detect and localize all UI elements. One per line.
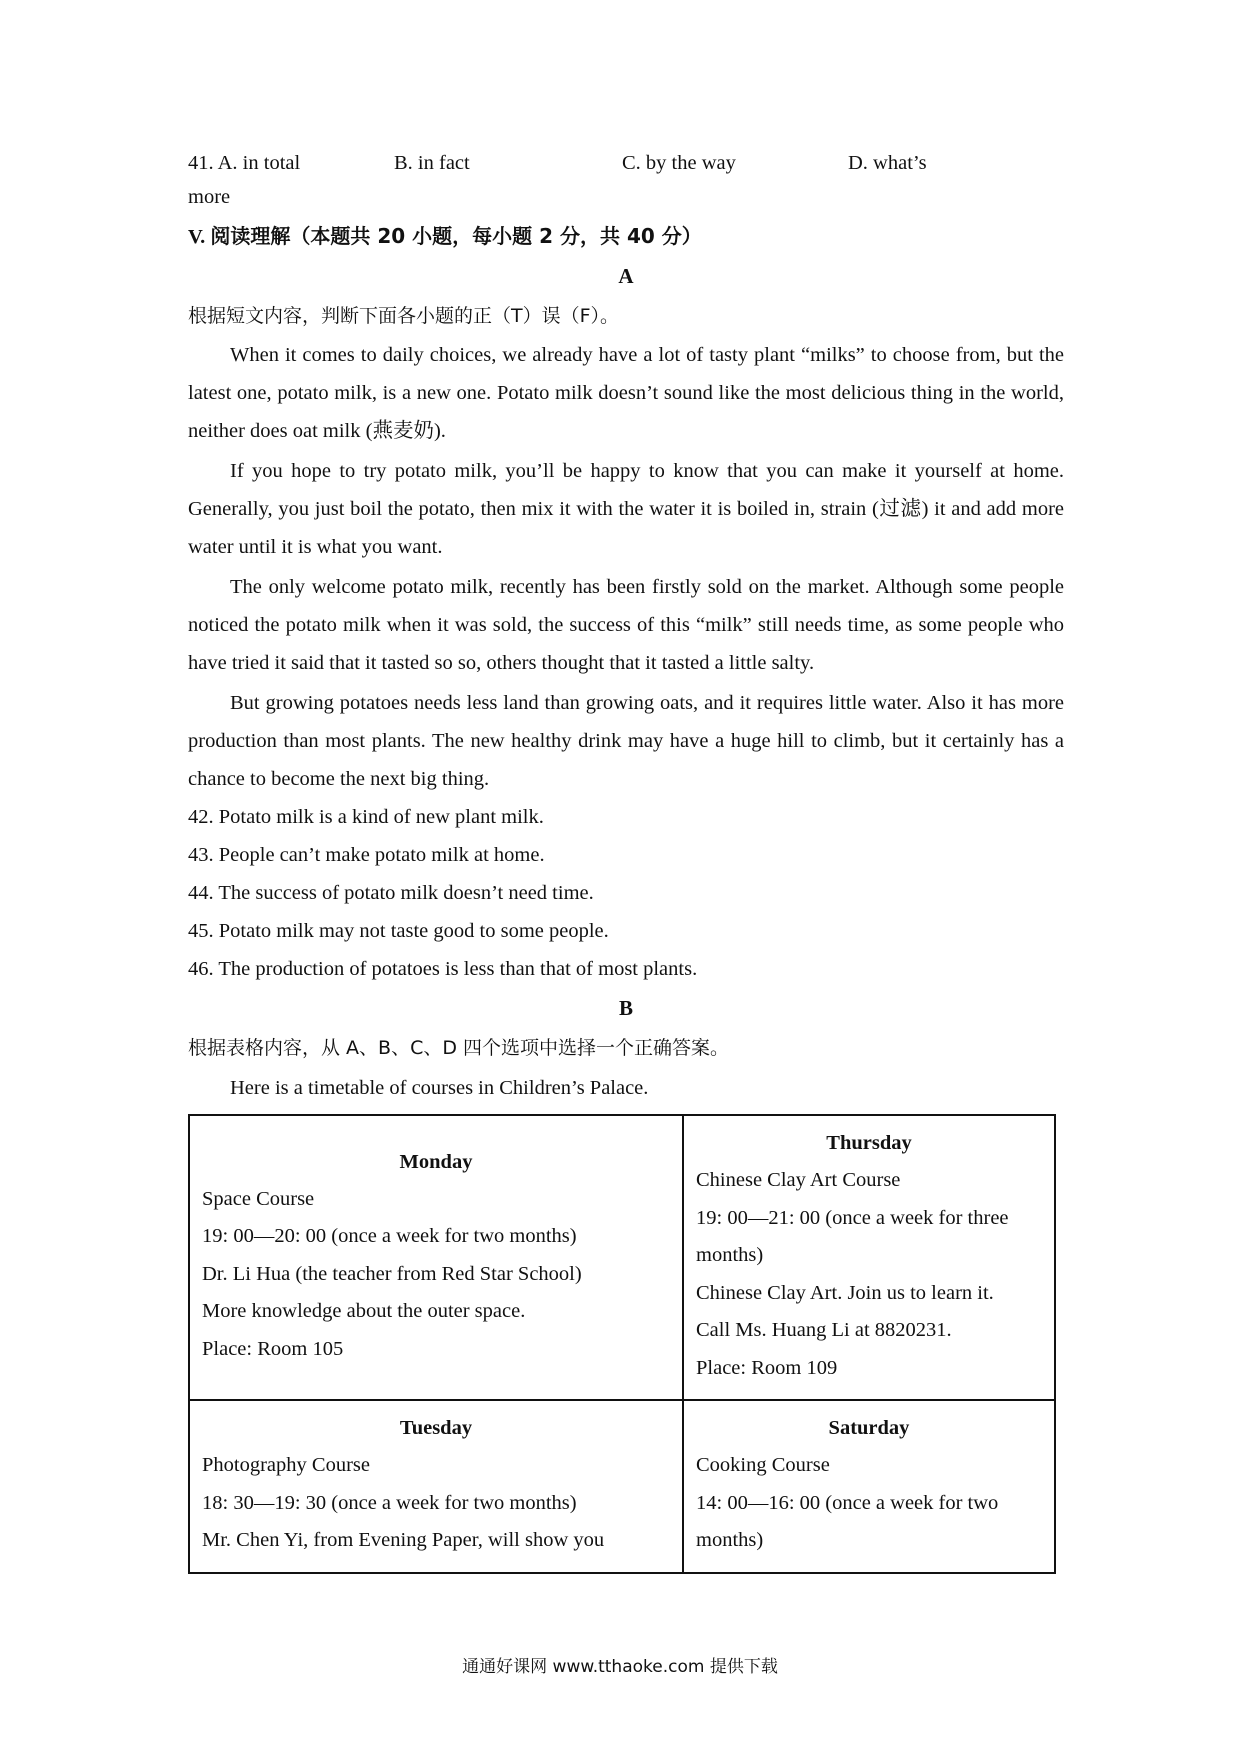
course-name: Space Course <box>202 1187 315 1210</box>
course-name: Chinese Clay Art Course <box>696 1169 901 1191</box>
section-title-cn: 阅读理解（本题共 20 小题，每小题 2 分，共 40 分） <box>210 224 702 248</box>
question-43: 43. People can’t make potato milk at home. <box>188 844 545 866</box>
part-a-heading: A <box>618 264 634 288</box>
course-place: Place: Room 109 <box>696 1356 838 1379</box>
question-list <box>188 798 1064 988</box>
section-roman: V. <box>188 226 206 248</box>
part-b-heading: B <box>618 996 633 1020</box>
course-contact: Call Ms. Huang Li at 8820231. <box>696 1319 952 1341</box>
page-footer: 通通好课网 www.tthaoke.com 提供下载 <box>462 1657 778 1677</box>
table-row <box>189 1400 1055 1573</box>
course-time: 18: 30—19: 30 (once a week for two months) <box>202 1491 577 1514</box>
question-44: 44. The success of potato milk doesn’t need time. <box>188 882 594 904</box>
saturday-cell <box>683 1400 1055 1573</box>
course-desc: More knowledge about the outer space. <box>202 1300 526 1323</box>
course-time: 19: 00—20: 00 (once a week for two months) <box>202 1225 577 1248</box>
question-42: 42. Potato milk is a kind of new plant milk. <box>188 806 544 828</box>
option-c: C. by the way <box>622 152 736 174</box>
section-title <box>188 216 1064 256</box>
question-45: 45. Potato milk may not taste good to some people. <box>188 920 609 942</box>
question-41-options <box>188 146 1064 180</box>
day-heading: Saturday <box>828 1417 910 1439</box>
paragraph: But growing potatoes needs less land than growing oats, and it requires little water. Also it has more production than most plants. The new healthy drink may have a huge hill to climb, but it certainly has a chance to become the next big thing. <box>188 692 1064 790</box>
paragraph: The only welcome potato milk, recently has been firstly sold on the market. Although some people noticed the potato milk when it was sold, the success of this “milk” still needs time, as some people who have tried it said that it tasted so so, others thought that it tasted a little salty. <box>188 576 1064 674</box>
day-heading: Thursday <box>826 1132 912 1154</box>
monday-cell <box>189 1115 683 1400</box>
course-teacher: Mr. Chen Yi, from Evening Paper, will show you <box>202 1529 605 1551</box>
table-row <box>189 1115 1055 1400</box>
course-time: 19: 00—21: 00 (once a week for three months) <box>696 1206 1009 1266</box>
course-name: Photography Course <box>202 1454 370 1476</box>
course-timetable <box>188 1114 1056 1574</box>
document-page <box>188 146 1064 1574</box>
passage-a <box>188 336 1064 798</box>
part-b-instruction: 根据表格内容，从 A、B、C、D 四个选项中选择一个正确答案。 <box>188 1037 730 1059</box>
question-46: 46. The production of potatoes is less than that of most plants. <box>188 958 698 980</box>
part-a-instruction: 根据短文内容，判断下面各小题的正（T）误（F）。 <box>188 305 620 327</box>
thursday-cell <box>683 1115 1055 1400</box>
course-teacher: Dr. Li Hua (the teacher from Red Star School) <box>202 1262 582 1285</box>
timetable-intro: Here is a timetable of courses in Children’s Palace. <box>230 1077 649 1099</box>
day-heading: Monday <box>399 1150 473 1173</box>
option-d-wrap: more <box>188 186 231 208</box>
option-a: 41. A. in total <box>188 152 301 174</box>
course-place: Place: Room 105 <box>202 1337 344 1360</box>
day-heading: Tuesday <box>399 1417 473 1439</box>
paragraph: If you hope to try potato milk, you’ll be happy to know that you can make it yourself at home. Generally, you just boil the potato, then mix it with the water it is boiled in, strain (过滤) it and add more water until it is what you want. <box>188 460 1064 558</box>
course-time: 14: 00—16: 00 (once a week for two months) <box>696 1491 999 1551</box>
course-name: Cooking Course <box>696 1454 830 1476</box>
option-d: D. what’s <box>848 152 927 174</box>
course-desc: Chinese Clay Art. Join us to learn it. <box>696 1281 994 1304</box>
tuesday-cell <box>189 1400 683 1573</box>
paragraph: When it comes to daily choices, we already have a lot of tasty plant “milks” to choose from, but the latest one, potato milk, is a new one. Potato milk doesn’t sound like the most delicious thing in the world, neither does oat milk (燕麦奶). <box>188 344 1064 442</box>
option-b: B. in fact <box>394 152 470 174</box>
